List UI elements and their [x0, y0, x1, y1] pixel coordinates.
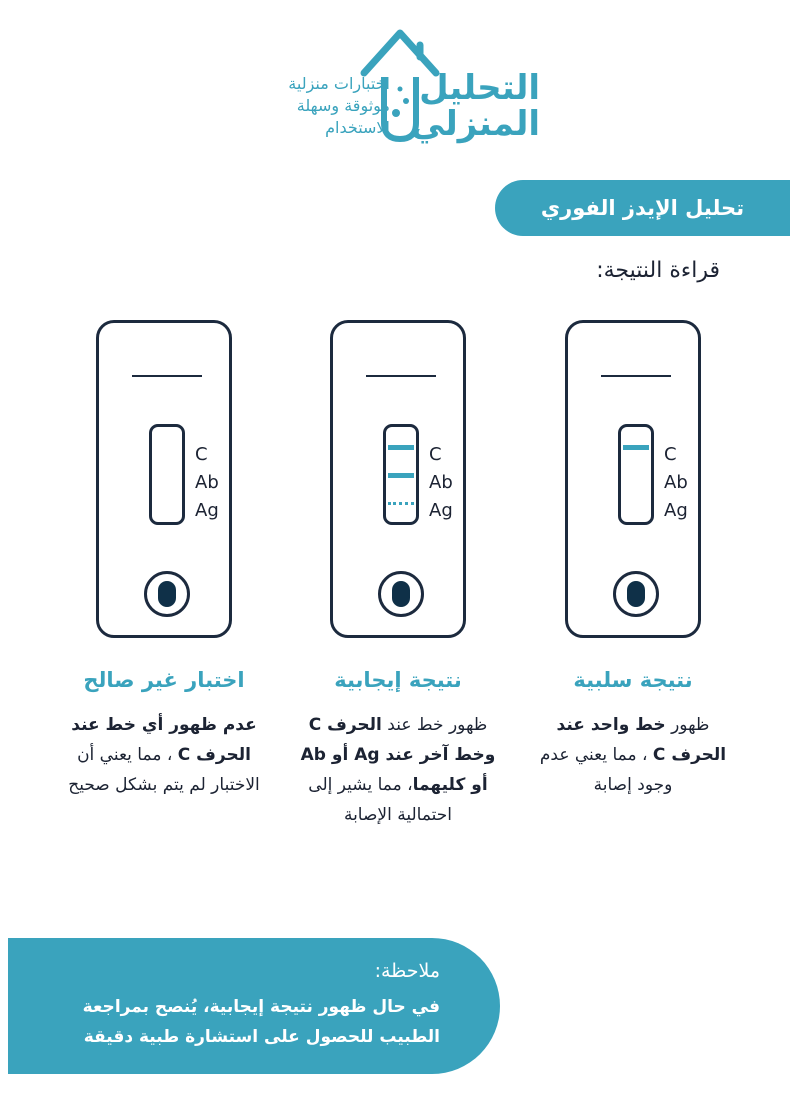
result-window [149, 424, 185, 525]
result-window [618, 424, 654, 525]
cassette-top-line [366, 375, 436, 377]
cassette-labels: C Ab Ag [664, 444, 688, 521]
result-title-negative: نتيجة سلبية [573, 668, 693, 692]
control-line [388, 445, 414, 450]
logo [240, 25, 540, 155]
ag-line-dotted [388, 502, 414, 505]
cassette-labels: C Ab Ag [429, 444, 453, 521]
cassette-labels: C Ab Ag [195, 444, 219, 521]
brand-name: التحليل المنزلي [410, 68, 540, 144]
result-desc-negative: ظهور خط واحد عند الحرف C ، مما يعني عدم وجود إصابة [539, 715, 727, 795]
cassette-top-line [132, 375, 202, 377]
result-desc-positive: ظهور خط عند الحرف C وخط آخر عند Ag أو Ab أو كليهما، مما يشير إلى احتمالية الإصابة [300, 715, 496, 825]
result-title-invalid: اختبار غير صالح [83, 668, 245, 692]
brand-tagline: اختبارات منزلية موثوقة وسهلة الاستخدام [288, 74, 390, 137]
result-desc-invalid: عدم ظهور أي خط عند الحرف C ، مما يعني أن الاختبار لم يتم بشكل صحيح [68, 715, 260, 795]
control-line [623, 445, 649, 450]
page-title: تحليل الإيدز الفوري [495, 180, 790, 236]
ab-line [388, 473, 414, 478]
sample-well [613, 571, 659, 617]
cassette-top-line [601, 375, 671, 377]
result-window [383, 424, 419, 525]
note-body: في حال ظهور نتيجة إيجابية، يُنصح بمراجعة الطبيب للحصول على استشارة طبية دقيقة [82, 997, 440, 1047]
test-cassette-negative [565, 320, 701, 638]
note-box [8, 938, 500, 1074]
note-title: ملاحظة: [374, 960, 440, 982]
reading-label: قراءة النتيجة: [596, 258, 720, 283]
result-title-positive: نتيجة إيجابية [334, 668, 462, 692]
sample-well [144, 571, 190, 617]
test-cassette-invalid [96, 320, 232, 638]
sample-well [378, 571, 424, 617]
test-cassette-positive [330, 320, 466, 638]
